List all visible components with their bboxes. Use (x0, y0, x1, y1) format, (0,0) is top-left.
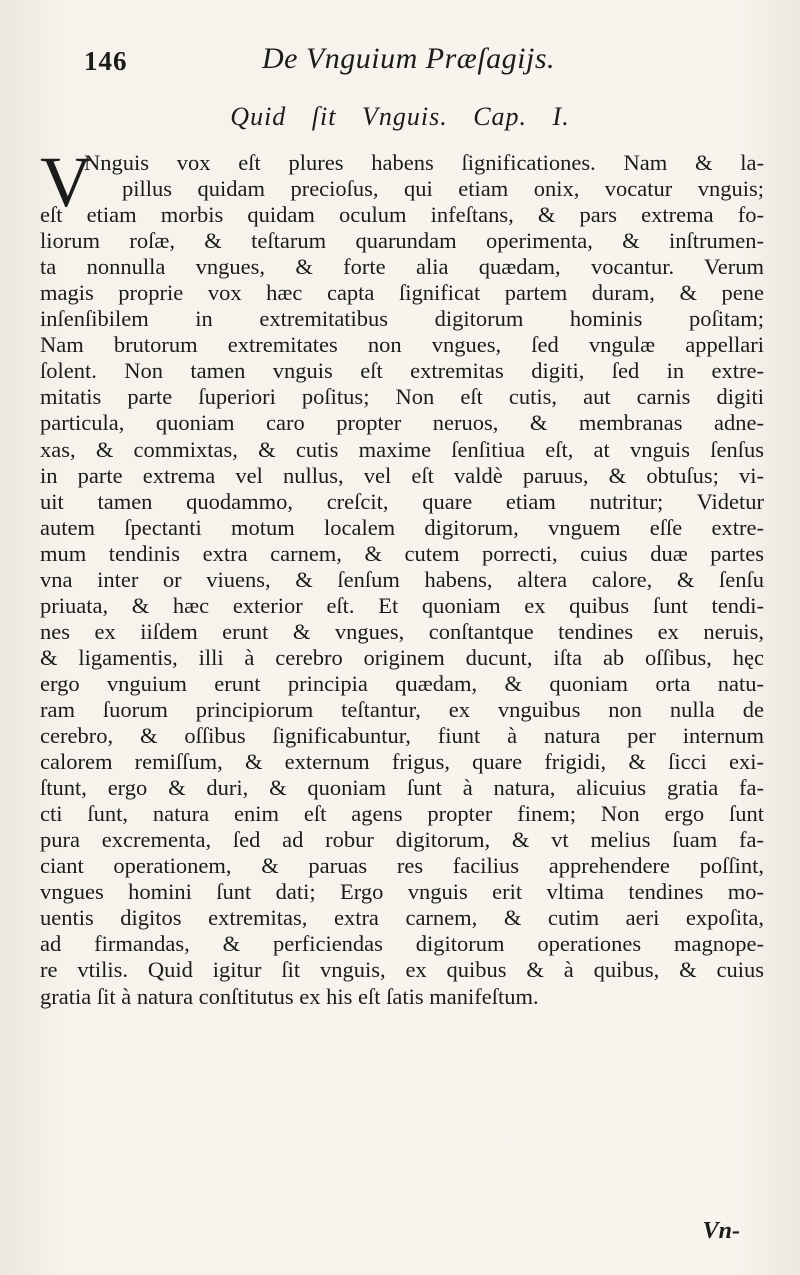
text-line: particula, quoniam caro propter neruos, & membranas adne- (40, 410, 764, 436)
chapter-title: Quid ſit Vnguis. (230, 102, 448, 131)
chapter-heading (0, 102, 800, 132)
body-text (40, 142, 764, 1010)
text-line: Nnguis vox eſt plures habens ſignificationes. Nam & la- (84, 150, 764, 175)
text-line: mitatis parte ſuperiori poſitus; Non eſt cutis, aut carnis digiti (40, 384, 764, 410)
page-number: 146 (84, 46, 128, 76)
text-line: priuata, & hæc exterior eſt. Et quoniam ex quibus ſunt tendi- (40, 592, 764, 618)
running-head: De Vnguium Præſagijs. (262, 42, 555, 75)
text-line: calorem remiſſum, & externum frigus, quare frigidi, & ſicci exi- (40, 749, 764, 775)
text-line: mum tendinis extra carnem, & cutem porrecti, cuius duæ partes (40, 540, 764, 566)
text-line: liorum roſæ, & teſtarum quarundam operimenta, & inſtrumen- (40, 228, 764, 254)
text-line: nes ex iiſdem erunt & vngues, conſtantque tendines ex neruis, (40, 618, 764, 644)
catchword: Vn- (702, 1218, 740, 1244)
text-line: magis proprie vox hæc capta ſignificat partem duram, & pene (40, 280, 764, 306)
text-line: Nam brutorum extremitates non vngues, ſed vngulæ appellari (40, 332, 764, 358)
text-line: pura excrementa, ſed ad robur digitorum, & vt melius ſuam fa- (40, 827, 764, 853)
text-line: uentis digitos extremitas, extra carnem, & cutim aeri expoſita, (40, 905, 764, 931)
text-line: pillus quidam precioſus, qui etiam onix, vocatur vnguis; (122, 176, 764, 202)
text-line: uit tamen quodammo, creſcit, quare etiam nutritur; Videtur (40, 488, 764, 514)
text-line: autem ſpectanti motum localem digitorum, vnguem eſſe extre- (40, 514, 764, 540)
text-line: & ligamentis, illi à cerebro originem ducunt, iſta ab oſſibus, hęc (40, 644, 764, 670)
text-line: vngues homini ſunt dati; Ergo vnguis erit vltima tendines mo- (40, 879, 764, 905)
text-line: cerebro, & oſſibus ſignificabuntur, fiunt à natura per internum (40, 723, 764, 749)
chapter-label: Cap. I. (473, 102, 570, 131)
text-line: re vtilis. Quid igitur ſit vnguis, ex quibus & à quibus, & cuius (40, 957, 764, 983)
text-line: in parte extrema vel nullus, vel eſt valdè paruus, & obtuſus; vi- (40, 462, 764, 488)
page-header (62, 36, 760, 84)
drop-cap: V (40, 142, 92, 222)
text-line: vna inter or viuens, & ſenſum habens, altera calore, & ſenſu (40, 566, 764, 592)
text-line: ergo vnguium erunt principia quædam, & quoniam orta natu- (40, 670, 764, 696)
text-line: xas, & commixtas, & cutis maxime ſenſitiua eſt, at vnguis ſenſus (40, 436, 764, 462)
text-line: eſt etiam morbis quidam oculum infeſtans, & pars extrema fo- (40, 202, 764, 228)
text-line: ta nonnulla vngues, & forte alia quædam, vocantur. Verum (40, 254, 764, 280)
text-line: ciant operationem, & paruas res facilius apprehendere poſſint, (40, 853, 764, 879)
text-line: ſolent. Non tamen vnguis eſt extremitas digiti, ſed in extre- (40, 358, 764, 384)
text-line: inſenſibilem in extremitatibus digitorum hominis poſitam; (40, 306, 764, 332)
text-line: gratia ſit à natura conſtitutus ex his eſt ſatis manifeſtum. (40, 983, 539, 1009)
text-line: ram ſuorum principiorum teſtantur, ex vnguibus non nulla de (40, 696, 764, 722)
text-line: ad firmandas, & perficiendas digitorum operationes magnope- (40, 931, 764, 957)
text-line: ſtunt, ergo & duri, & quoniam ſunt à natura, alicuius gratia fa- (40, 775, 764, 801)
text-line: cti ſunt, natura enim eſt agens propter finem; Non ergo ſunt (40, 801, 764, 827)
